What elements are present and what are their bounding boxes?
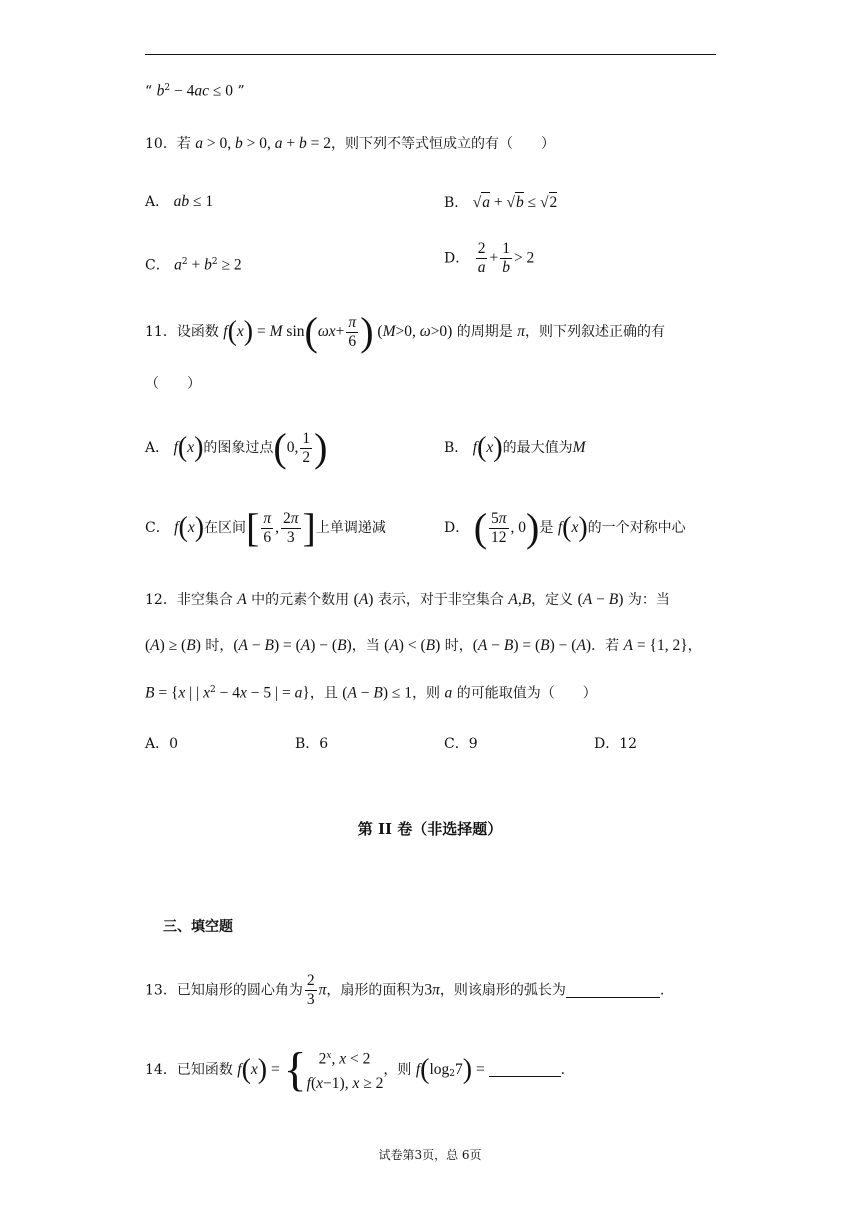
q14-answer-blank[interactable] (489, 1062, 561, 1077)
q10-option-a[interactable]: A． ab ≤ 1 (145, 193, 214, 210)
q11-option-c[interactable]: C． f(x)在区间[ $\frac{\pi}{6}$ , $\frac{2\pi}{3}$ ]上单调递减 (145, 505, 386, 550)
q10-stem: 10．若 a > 0, b > 0, a + b = 2，则下列不等式恒成立的有（ ） (145, 135, 556, 152)
part-title: 三、填空题 (163, 919, 233, 935)
q11-option-a[interactable]: A． f(x)的图象过点(0, $\frac{1}{2}$ ) (145, 425, 328, 470)
q10-option-b[interactable]: B． √a + √b ≤ √2 (444, 194, 558, 211)
q12-line3: B = {x | | $x^2 - 4x - 5$ | = a}，且 (A − B) ≤ 1，则 a 的可能取值为（ ） (145, 684, 597, 702)
q14-stem: 14．已知函数 f(x) = { 2$^x$, x < 2 f(x−1), x ≥ 2 ，则 $f(\log_27)$ = . (145, 1042, 566, 1096)
q12-option-a[interactable]: A．0 (145, 736, 179, 752)
q13-answer-blank[interactable] (566, 983, 660, 998)
q11-stem: 11．设函数 f(x) = M sin(ωx+ $\frac{\pi}{6}$ ) (M>0, ω>0) 的周期是 π，则下列叙述正确的有 (145, 309, 666, 354)
q13-stem: 13．已知扇形的圆心角为 $\frac{2}{3}$ π，扇形的面积为3π，则该扇形的弧长为 . (145, 972, 665, 1008)
page-footer: 试卷第3页，总 6页 (378, 1148, 482, 1162)
q11-option-d[interactable]: D． ( $\frac{5\pi}{12}$ , 0)是 f(x)的一个对称中心 (444, 505, 686, 550)
q10-option-d[interactable]: D． $\frac{2}{a}$ + $\frac{1}{b}$ > 2 (444, 240, 535, 276)
q12-line2: (A) ≥ (B) 时，(A − B) = (A) − (B)，当 (A) < (B) 时，(A − B) = (B) − (A)．若 A = {1, 2}， (145, 637, 702, 654)
q11-stem-continued: （ ） (145, 376, 201, 392)
q12-option-d[interactable]: D．12 (594, 736, 638, 752)
header-rule (145, 54, 716, 55)
q11-option-b[interactable]: B． f(x)的最大值为M (444, 432, 586, 463)
q12-line1: 12．非空集合 A 中的元素个数用 (A) 表示，对于非空集合 A,B，定义 (A − B) 为：当 (145, 591, 670, 608)
q12-option-c[interactable]: C．9 (444, 736, 478, 752)
q12-option-b[interactable]: B．6 (295, 736, 329, 752)
previous-question-fragment: “ $b^2 - 4ac \le 0$ ” (145, 82, 245, 100)
section-title: 第 II 卷（非选择题） (357, 820, 503, 838)
q10-option-c[interactable]: C． $a^2 + b^2 \ge 2$ (145, 256, 242, 274)
